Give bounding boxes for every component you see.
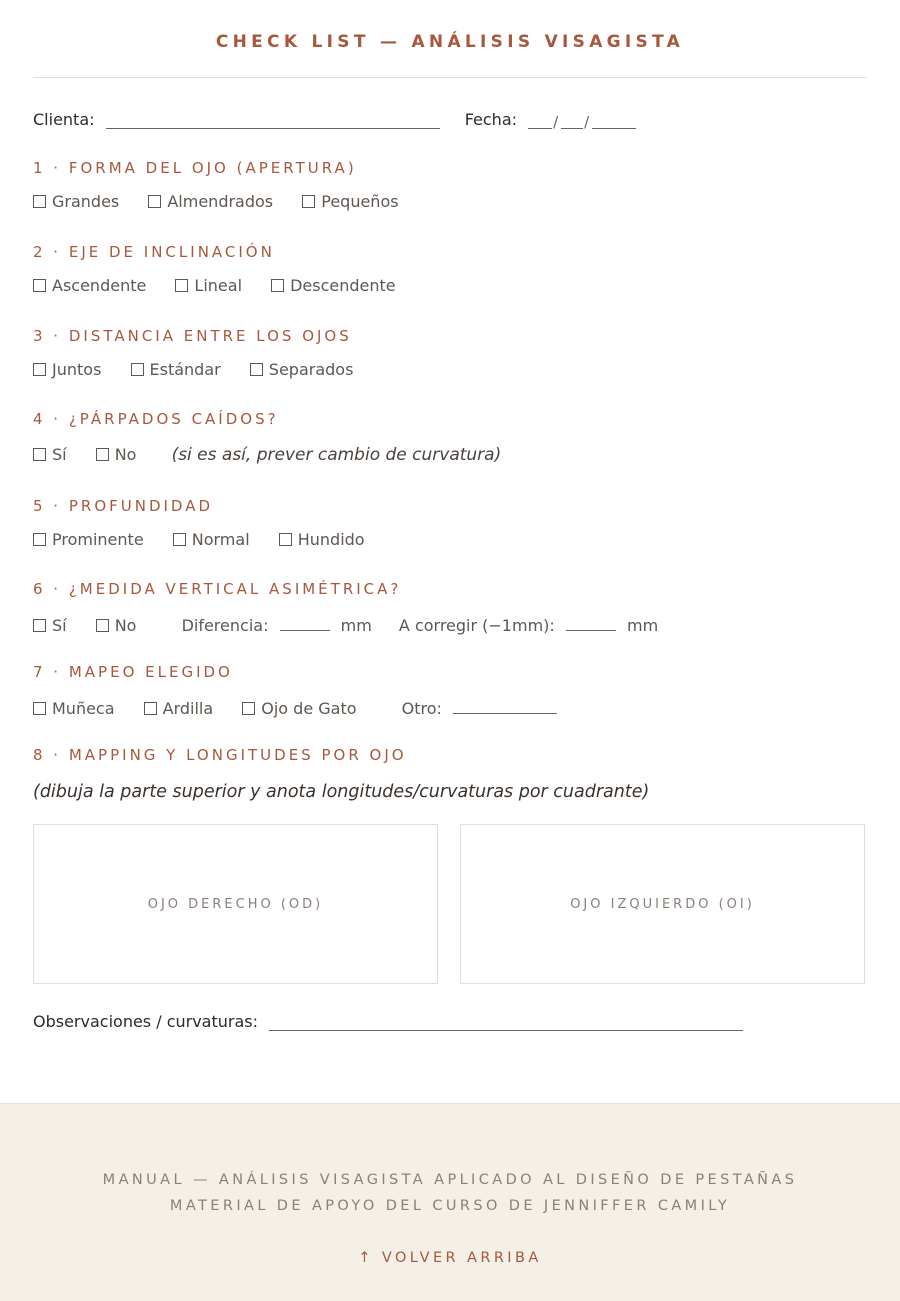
right-eye-drawing-box[interactable] — [33, 824, 438, 984]
checkbox-icon[interactable] — [173, 533, 186, 546]
checkbox-option[interactable]: Descendente — [271, 276, 396, 295]
checkbox-option[interactable]: Ojo de Gato — [242, 699, 356, 718]
observations-row — [33, 1010, 743, 1031]
checkbox-option[interactable]: Hundido — [279, 530, 365, 549]
checkbox-icon[interactable] — [33, 619, 46, 632]
mapping-instructions: (dibuja la parte superior y anota longitudes/curvaturas por cuadrante) — [33, 782, 650, 802]
footer — [0, 1103, 900, 1301]
client-field[interactable] — [106, 108, 440, 129]
checkbox-icon[interactable] — [33, 195, 46, 208]
checkbox-icon[interactable] — [242, 702, 255, 715]
checkbox-icon[interactable] — [271, 279, 284, 292]
checkbox-option[interactable]: Estándar — [131, 360, 221, 379]
page-title: CHECK LIST — ANÁLISIS VISAGISTA — [215, 32, 685, 52]
checkbox-icon[interactable] — [131, 363, 144, 376]
correct-label: A corregir (−1mm): — [398, 616, 555, 635]
checkbox-option[interactable]: Sí — [33, 616, 67, 635]
checkbox-option[interactable]: Juntos — [33, 360, 101, 379]
other-label: Otro: — [401, 699, 442, 718]
checkbox-option[interactable]: Grandes — [33, 192, 119, 211]
checkbox-option[interactable]: Ardilla — [144, 699, 214, 718]
client-date-row — [33, 108, 644, 129]
footer-manual-line: MANUAL — ANÁLISIS VISAGISTA APLICADO AL DISEÑO DE PESTAÑAS — [102, 1172, 798, 1188]
checkbox-option[interactable]: Pequeños — [302, 192, 398, 211]
date-label: Fecha: — [464, 110, 518, 129]
difference-unit: mm — [340, 616, 372, 635]
section-title-3: 3 · DISTANCIA ENTRE LOS OJOS — [33, 327, 352, 345]
date-field[interactable]: / / — [528, 109, 644, 129]
left-eye-drawing-box[interactable] — [460, 824, 865, 984]
other-field[interactable] — [453, 697, 557, 714]
checkbox-icon[interactable] — [33, 702, 46, 715]
checkbox-option[interactable]: Muñeca — [33, 699, 115, 718]
section-title-1: 1 · FORMA DEL OJO (APERTURA) — [33, 159, 357, 177]
checkbox-icon[interactable] — [148, 195, 161, 208]
checkbox-icon[interactable] — [250, 363, 263, 376]
checkbox-icon[interactable] — [33, 533, 46, 546]
section-title-2: 2 · EJE DE INCLINACIÓN — [33, 243, 275, 261]
section-title-8: 8 · MAPPING Y LONGITUDES POR OJO — [33, 746, 407, 764]
right-eye-label: OJO DERECHO (OD) — [147, 896, 324, 912]
options-row-5 — [33, 530, 389, 549]
options-row-1 — [33, 192, 423, 211]
difference-label: Diferencia: — [181, 616, 269, 635]
checkbox-icon[interactable] — [175, 279, 188, 292]
observations-label: Observaciones / curvaturas: — [33, 1012, 259, 1031]
options-row-7 — [33, 697, 563, 718]
checkbox-icon[interactable] — [96, 448, 109, 461]
checkbox-option[interactable]: Prominente — [33, 530, 144, 549]
observations-field[interactable] — [269, 1010, 743, 1031]
difference-field[interactable] — [280, 614, 330, 631]
checkbox-icon[interactable] — [33, 279, 46, 292]
droopy-lid-note: (si es así, prever cambio de curvatura) — [171, 445, 502, 465]
checkbox-icon[interactable] — [279, 533, 292, 546]
client-label: Clienta: — [33, 110, 95, 129]
checkbox-icon[interactable] — [33, 363, 46, 376]
section-title-5: 5 · PROFUNDIDAD — [33, 497, 214, 515]
checkbox-option[interactable]: Sí — [33, 445, 67, 464]
section-title-4: 4 · ¿PÁRPADOS CAÍDOS? — [33, 410, 279, 428]
footer-course-line: MATERIAL DE APOYO DEL CURSO DE JENNIFFER CAMILY — [169, 1198, 731, 1214]
section-title-7: 7 · MAPEO ELEGIDO — [33, 663, 233, 681]
left-eye-label: OJO IZQUIERDO (OI) — [570, 896, 755, 912]
correct-field[interactable] — [566, 614, 616, 631]
checkbox-icon[interactable] — [144, 702, 157, 715]
section-title-6: 6 · ¿MEDIDA VERTICAL ASIMÉTRICA? — [33, 580, 402, 598]
checkbox-icon[interactable] — [302, 195, 315, 208]
checkbox-option[interactable]: Almendrados — [148, 192, 273, 211]
checkbox-option[interactable]: Ascendente — [33, 276, 146, 295]
checkbox-option[interactable]: Normal — [173, 530, 250, 549]
options-row-6 — [33, 614, 658, 635]
back-to-top-link[interactable]: ↑ VOLVER ARRIBA — [358, 1250, 542, 1266]
checkbox-icon[interactable] — [33, 448, 46, 461]
options-row-2 — [33, 276, 420, 295]
options-row-4 — [33, 445, 501, 465]
divider — [33, 77, 867, 78]
correct-unit: mm — [626, 616, 659, 635]
checkbox-icon[interactable] — [96, 619, 109, 632]
checkbox-option[interactable]: Separados — [250, 360, 354, 379]
checkbox-option[interactable]: Lineal — [175, 276, 242, 295]
checkbox-option[interactable]: No — [96, 445, 137, 464]
checkbox-option[interactable]: No — [96, 616, 137, 635]
options-row-3 — [33, 360, 377, 379]
